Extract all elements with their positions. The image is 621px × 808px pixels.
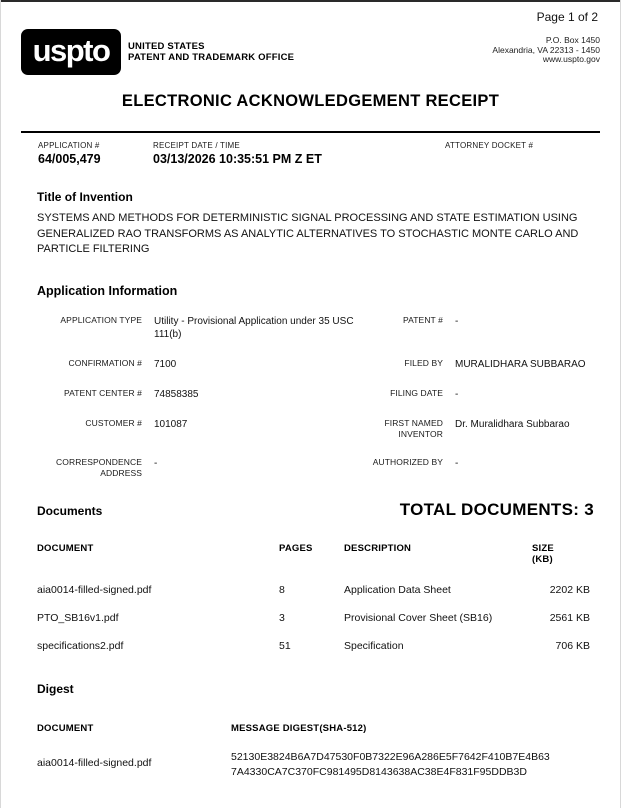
uspto-logo-icon: uspto [21,29,121,75]
org-name-line2: PATENT AND TRADEMARK OFFICE [128,52,295,63]
field-value: Utility - Provisional Application under 35 USC 111(b) [154,315,354,340]
field-value: - [455,457,459,469]
field-label: APPLICATION TYPE [60,314,142,325]
receipt-datetime-label: RECEIPT DATE / TIME [153,141,240,150]
application-number-label: APPLICATION # [38,141,100,150]
document-pages-cell: 51 [279,639,291,652]
field-value: - [455,315,459,327]
uspto-logo-group [21,29,294,75]
org-name-line1: UNITED STATES [128,40,205,52]
document-description-cell: Specification [344,639,404,652]
attorney-docket-field [445,141,620,166]
field-label: PATENT CENTER # [63,387,142,398]
receipt-datetime-field [153,141,445,166]
field-label: FILING DATE [390,387,443,398]
address-line1: P.O. Box 1450 [545,35,600,45]
page-title: ELECTRONIC ACKNOWLEDGEMENT RECEIPT [121,92,500,110]
document-name-cell: PTO_SB16v1.pdf [37,611,119,624]
page-indicator: Page 1 of 2 [536,10,598,24]
address-line3: www.uspto.gov [542,54,600,64]
digest-heading: Digest [37,681,74,696]
field-label: FILED BY [404,357,443,368]
documents-header-row [37,500,594,520]
column-header-size: SIZE (KB) [532,542,554,565]
field-value: 101087 [154,418,188,430]
column-header-description: DESCRIPTION [344,542,412,554]
column-header-document: DOCUMENT [37,722,94,734]
column-header-document: DOCUMENT [37,542,94,554]
application-number-value: 64/005,479 [38,152,101,166]
document-name-cell: aia0014-filled-signed.pdf [37,583,152,596]
org-name [128,41,294,64]
application-number-field [38,141,153,166]
field-label: CUSTOMER # [85,417,142,428]
field-value: 74858385 [154,388,199,400]
application-info-grid [1,315,620,479]
field-value: - [455,388,459,400]
digest-hash-cell: 52130E3824B6A7D47530F0B7322E96A286E5F7642F410B7E4B637A4330CA7C370FC981495D8143638AC38E4F831F95DDB3D [231,750,550,778]
document-size-cell: 2202 KB [549,583,590,596]
column-header-message-digest: MESSAGE DIGEST(SHA-512) [231,722,367,734]
uspto-address [492,29,600,65]
page-top-border [1,0,620,2]
field-value: 7100 [154,358,177,370]
document-description-cell: Provisional Cover Sheet (SB16) [344,611,493,624]
field-value: MURALIDHARA SUBBARAO [455,358,586,370]
field-label: AUTHORIZED BY [372,456,443,467]
address-line2: Alexandria, VA 22313 - 1450 [492,44,600,55]
attorney-docket-label: ATTORNEY DOCKET # [445,141,534,150]
receipt-meta-row [1,133,620,166]
document-header [1,24,620,75]
field-label: FIRST NAMED INVENTOR [384,417,443,439]
documents-table [1,543,620,653]
field-value: - [154,457,158,469]
field-label: PATENT # [402,314,443,325]
receipt-datetime-value: 03/13/2026 10:35:51 PM Z ET [153,152,322,166]
field-value: Dr. Muralidhara Subbarao [455,418,570,430]
total-documents-count: TOTAL DOCUMENTS: 3 [399,499,594,519]
document-description-cell: Application Data Sheet [344,583,451,596]
document-pages-cell: 3 [279,611,285,624]
digest-table [1,723,620,780]
digest-document-name-cell: aia0014-filled-signed.pdf [37,756,152,769]
document-name-cell: specifications2.pdf [37,639,124,652]
column-header-pages: PAGES [279,542,313,554]
invention-heading: Title of Invention [37,190,133,204]
document-pages-cell: 8 [279,583,285,596]
document-size-cell: 2561 KB [549,611,590,624]
field-label: CORRESPONDENCE ADDRESS [56,456,142,478]
documents-heading: Documents [37,503,103,518]
field-label: CONFIRMATION # [68,357,142,368]
document-size-cell: 706 KB [555,639,590,652]
application-info-heading: Application Information [37,283,178,298]
invention-title-text: SYSTEMS AND METHODS FOR DETERMINISTIC SIGNAL PROCESSING AND STATE ESTIMATION USING GENERALIZED RAO TRANSFORMS AS ANALYTIC ALTERNATIVES TO STOCHASTIC MONTE CARLO AND PARTICLE FILTERING [37,212,579,255]
